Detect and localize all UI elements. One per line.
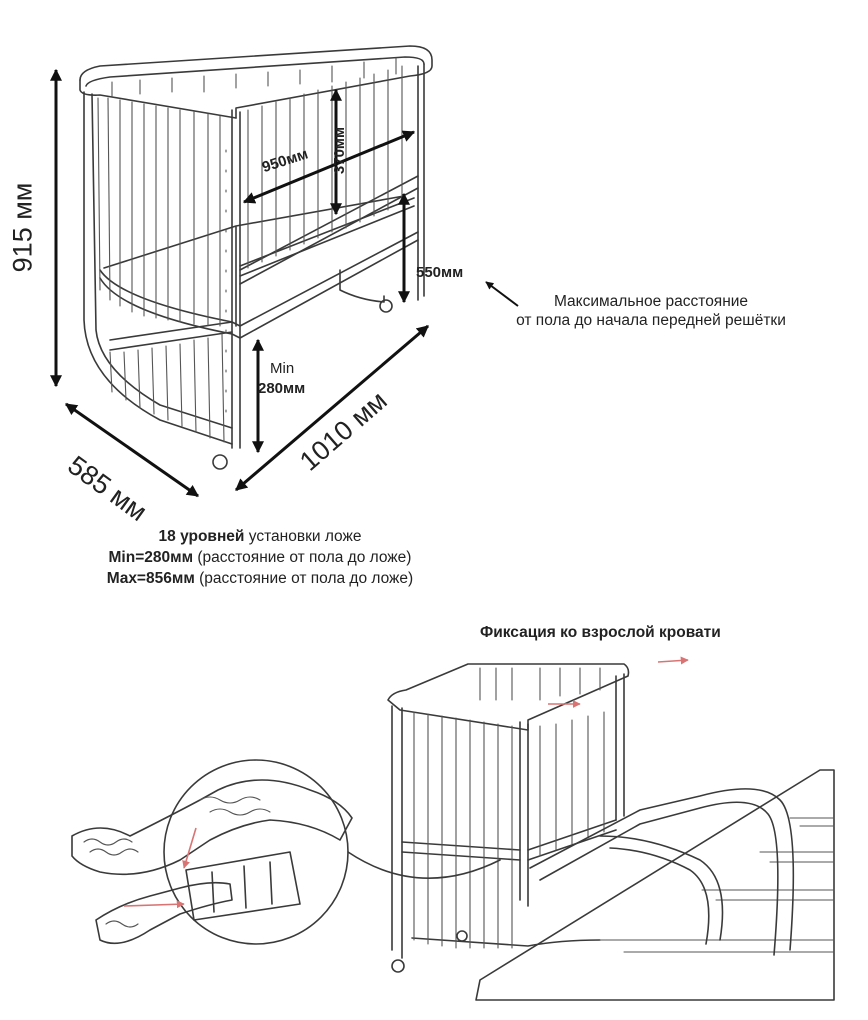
levels-line-1: 18 уровней установки ложе bbox=[158, 528, 362, 545]
length-label: 1010 мм bbox=[294, 385, 393, 477]
front-rail-note bbox=[486, 292, 816, 330]
height-total-label: 915 мм bbox=[7, 182, 38, 273]
attachment-title: Фиксация ко взрослой кровати bbox=[480, 624, 721, 641]
levels-info bbox=[0, 526, 520, 589]
min-value: 280мм bbox=[258, 380, 306, 397]
front-rail-height-label: 550мм bbox=[416, 264, 464, 281]
attachment-crib-drawing bbox=[388, 660, 834, 1000]
front-rail-note-line2: от пола до начала передней решётки bbox=[516, 312, 786, 329]
levels-line-3: Max=856мм (расстояние от пола до ложе) bbox=[106, 570, 414, 587]
inner-length-label: 950мм bbox=[260, 145, 311, 177]
buckle-callout bbox=[72, 760, 500, 944]
min-caption: Min bbox=[270, 360, 295, 377]
dimension-arrows bbox=[56, 70, 518, 496]
levels-line-2: Min=280мм (расстояние от пола до ложе) bbox=[108, 549, 412, 566]
front-rail-note-line1: Максимальное расстояние bbox=[553, 293, 749, 310]
rail-height-label: 370мм bbox=[331, 126, 349, 175]
width-label: 585 мм bbox=[62, 450, 153, 527]
